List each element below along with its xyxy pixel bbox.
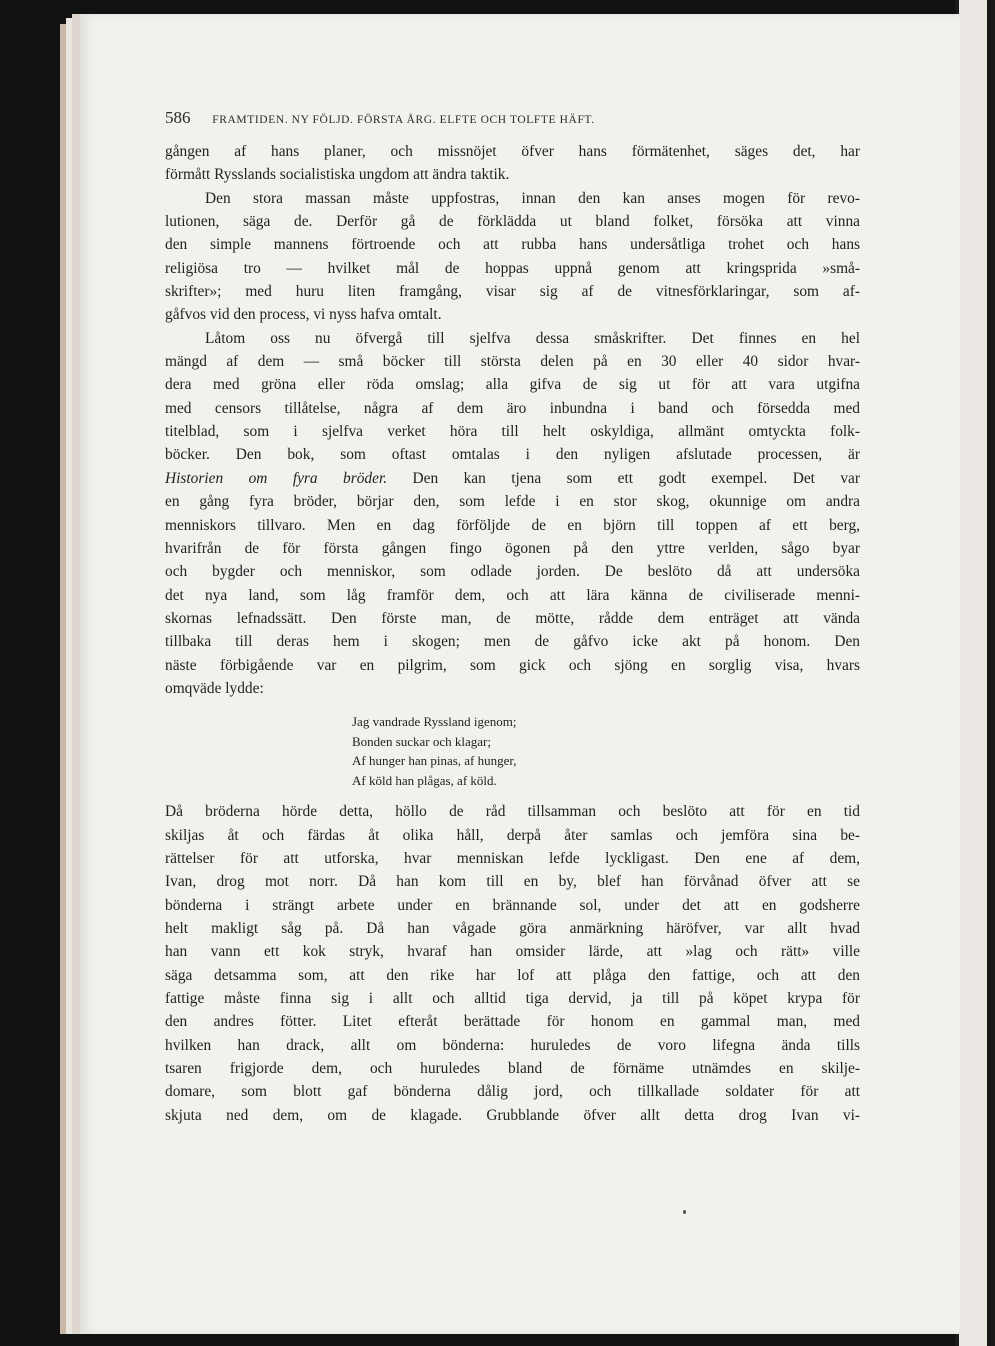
running-header [165,108,855,128]
text-line: tsaren frigjorde dem, och huruledes bland de förnäme utnämdes en skilje- [165,1060,860,1078]
text-line: lutionen, säga de. Derför gå de förklädda ut bland folket, försöka att vinna [165,213,860,231]
text-line: den simple mannens förtroende och att rubba hans undersåtliga trohet och hans [165,236,860,254]
text-line: Ivan, drog mot norr. Då han kom till en by, blef han förvånad öfver att se [165,873,860,891]
verse-block [165,712,860,790]
text-line: helt makligt såg på. Då han vågade göra anmärkning häröfver, var allt hvad [165,919,860,937]
text-line: gången af hans planer, och missnöjet öfver hans förmätenhet, säges det, har [165,143,860,160]
text-line: titelblad, som i sjelfva verket höra till helt oskyldiga, allmänt omtyckta folk- [165,423,860,441]
text-line: Då bröderna hörde detta, höllo de råd tillsamman och beslöto att för en tid [165,803,860,821]
page-number: 586 [165,108,191,127]
text-line: skiljas åt och färdas åt olika håll, derpå åter samlas och jemföra sina be- [165,826,860,844]
body-text [165,140,860,1127]
text-line: dera med gröna eller röda omslag; alla gifva de sig ut för att vara utgifna [165,376,860,394]
verse-line: Af hunger han pinas, af hunger, [352,753,517,769]
text-line: skrifter»; med huru liten framgång, visar sig af de vitnesförklaringar, som af- [165,283,860,301]
text-line: rättelser för att utforska, hvar menniskan lefde lyckligast. Den ene af dem, [165,849,860,867]
text-line: skjuta ned dem, om de klagade. Grubblande öfver allt detta drog Ivan vi- [165,1106,860,1124]
text-line: böcker. Den bok, som oftast omtalas i den nyligen afslutade processen, är [165,446,860,464]
text-line: Låtom oss nu öfvergå till sjelfva dessa småskrifter. Det finnes en hel [205,329,860,347]
text-line: mängd af dem — små böcker till största delen på en 30 eller 40 sidor hvar- [165,353,860,371]
next-leaf-edge [959,0,987,1346]
text-line: det nya land, som låg framför dem, och att lära känna de civiliserade menni- [165,586,860,604]
text-line: hvarifrån de för första gången fingo ögonen på den yttre verlden, sågo byar [165,539,860,557]
verse-line: Af köld han plågas, af köld. [352,772,497,788]
text-line-rest: Den kan tjena som ett godt exempel. Det var [387,469,861,487]
text-line: menniskors tillvaro. Men en dag förföljde de en björn till toppen af ett berg, [165,516,860,534]
text-line: tillbaka till deras hem i skogen; men de gåfvo icke akt på honom. Den [165,633,860,651]
text-line: en gång fyra bröder, börjar den, som lefde i en stor skog, okunnige om andra [165,493,860,511]
verse-line: Bonden suckar och klagar; [352,733,491,749]
text-line: omqväde lydde: [165,679,264,697]
text-line: han vann ett kok stryk, hvaraf han omsider lärde, att »lag och rätt» ville [165,943,860,961]
text-line: domare, som blott gaf bönderna dålig jord, och tillkallade soldater för att [165,1083,860,1101]
running-title: FRAMTIDEN. NY FÖLJD. FÖRSTA ÅRG. ELFTE OCH TOLFTE HÄFT. [212,114,595,126]
text-line: Den stora massan måste uppfostras, innan den kan anses mogen för revo- [205,189,860,207]
verse-line: Jag vandrade Ryssland igenom; [352,714,517,730]
text-line: hvilken han drack, allt om bönderna: huruledes de voro lifegna ända tills [165,1036,860,1054]
text-line: och bygder och menniskor, som odlade jorden. De beslöto då att undersöka [165,563,860,581]
text-line: skornas lefnadssätt. Den förste man, de mötte, rådde dem enträget att vända [165,609,860,627]
text-line: den andres fötter. Litet efteråt berättade för honom en gammal man, med [165,1013,860,1031]
text-line: säga detsamma som, att den rike har lof att plåga den fattige, och att den [165,966,860,984]
text-line: gåfvos vid den process, vi nyss hafva omtalt. [165,306,442,324]
text-line: religiösa tro — hvilket mål de hoppas uppnå genom att kringsprida »små- [165,259,860,277]
text-line: bönderna i strängt arbete under en brännande sol, under det att en godsherre [165,896,860,914]
ink-speck [683,1210,686,1214]
text-line: fattige måste finna sig i allt och alltid tiga dervid, ja till på köpet krypa för [165,990,860,1007]
text-line: näste förbigående var en pilgrim, som gick och sjöng en sorglig visa, hvars [165,656,860,674]
text-line-with-title [165,467,860,490]
text-line: förmått Rysslands socialistiska ungdom att ändra taktik. [165,166,510,184]
book-title: Historien om fyra bröder. [165,469,388,487]
text-line: med censors tillåtelse, några af dem äro inbundna i band och försedda med [165,399,860,417]
